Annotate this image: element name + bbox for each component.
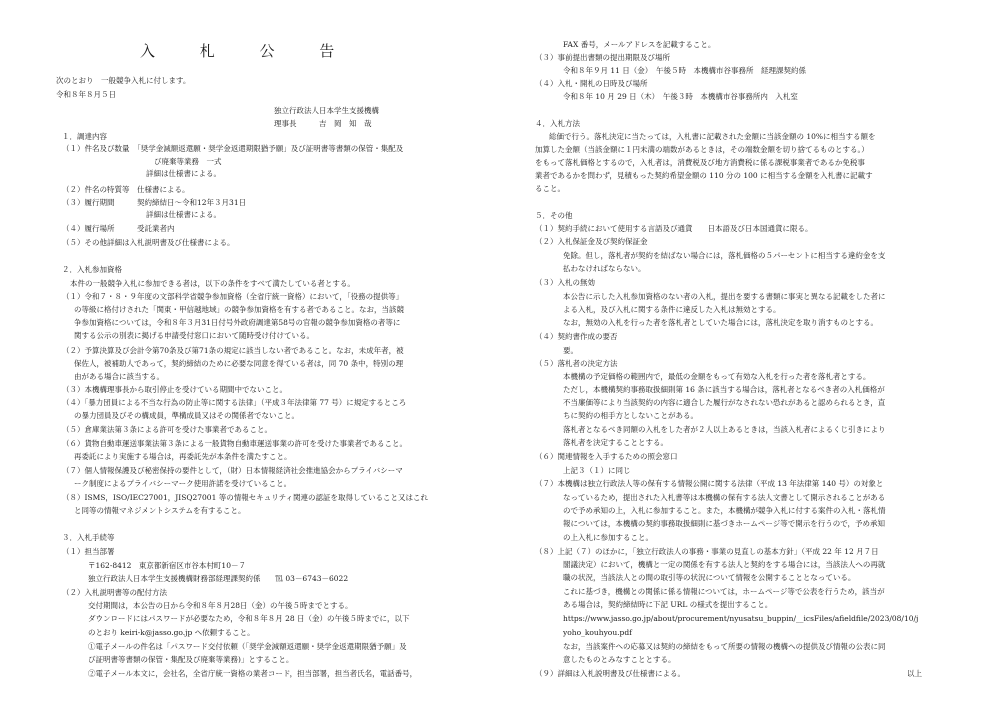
text-line-s2-2b: 保佐人，被補助人であって，契約締結のために必要な同意を得ている者は，同 70 条中，特別の理: [74, 359, 404, 368]
text-line-r-21: （４）契約書作成の要否: [535, 332, 618, 341]
text-line-s3-1: （１）担当部署: [62, 547, 115, 556]
text-line-s2-3: （３）本機構理事長から取引停止を受けている期間中でないこと。: [62, 385, 287, 394]
text-line-r-28: 落札者となるべき同額の入札をした者が２人以上あるときは，当該入札者によるくじ引きにより: [563, 425, 886, 434]
text-line-s3-h: ３．入札手続等: [62, 533, 115, 542]
text-line-s3-2a: 交付期間は，本公告の日から令和８年８月28日（金）の午後５時までとする。: [88, 601, 353, 610]
text-line-r-03: 令和８年９月 11 日（金） 午後５時 本機構市谷事務所 経理課契約係: [563, 66, 807, 75]
text-line-s1-1a: （１）件名及び数量 「奨学金減額返還願・奨学金返還期限猶予願」及び証明書等書類の保管・集配及: [62, 144, 404, 153]
text-line-r-16: 払わなければならない。: [563, 264, 646, 273]
text-line-r-19: よる入札，及び入札に関する条件に違反した入札は無効とする。: [563, 305, 781, 314]
text-line-r-40: これに基づき，機構との関係に係る情報については，ホームページ等で公表を行うため，該当が: [563, 587, 885, 596]
text-line-r-27: ちに契約の相手方としないことがある。: [563, 411, 698, 420]
text-line-s1-2: （２）件名の特質等 仕様書による。: [62, 185, 190, 194]
text-line-r-45: 意したものとみなすこととする。: [563, 655, 676, 664]
text-line-s1-3a: （３）履行期間 契約締結日～令和12年３月31日: [62, 198, 247, 207]
text-line-s2-8a: （８）ISMS，ISO/IEC27001，JISQ27001 等の情報セキュリティ関連の認証を取得していること又はこれ: [62, 493, 428, 502]
text-line-r-07: 総価で行う。落札決定に当たっては，入札書に記載された金額に当該金額の 10%に相当する額を: [549, 132, 876, 141]
text-line-s2-7b: ーク制度によるプライバシーマーク使用許諾を受けていること。: [74, 479, 292, 488]
text-line-s1-4: （４）履行場所 受託業者内: [62, 224, 175, 233]
text-line-intro-date: 令和８年８月５日: [56, 90, 116, 99]
text-line-r-29: 落札者を決定することとする。: [563, 438, 668, 447]
text-line-r-32: （７）本機構は独立行政法人等の保有する情報公開に関する法律（平成 13 年法律第 140 号）の対象と: [535, 479, 884, 488]
text-line-r-44: なお，当該案件への応募又は契約の締結をもって所要の情報の機構への提供及び情報の公表に同: [563, 642, 886, 651]
text-line-s2-0: 本件の一般競争入札に参加できる者は，以下の条件をすべて満たしている者とする。: [70, 279, 355, 288]
text-line-s3-2d: ①電子メールの件名は「パスワード交付依頼（「奨学金減額返還願・奨学金返還期限猶予願」及: [88, 642, 407, 651]
text-line-r-47: 以上: [907, 669, 922, 678]
text-line-s2-1d: 関する公示の別表に掲げる申請受付窓口において随時受け付けている。: [74, 331, 314, 340]
text-line-s2-1a: （１）令和７・８・９年度の文部科学省競争参加資格（全省庁統一資格）において，「役務の提供等」: [62, 292, 404, 301]
text-line-r-08: 加算した金額（当該金額に１円未満の端数があるときは，その端数金額を切り捨てるものとする。）: [535, 145, 869, 154]
text-line-r-23: （５）落札者の決定方法: [535, 359, 618, 368]
text-line-r-22: 要。: [563, 346, 578, 355]
text-line-s3-1a: 〒162-8412 東京都新宿区市谷本村町10－７: [88, 561, 246, 570]
jasso-url-link[interactable]: https://www.jasso.go.jp/about/procurement/nyusatsu_buppin/__icsFiles/afieldfile/2023/08/10/j: [563, 614, 919, 623]
text-line-r-38: 閣議決定）において，機構と一定の関係を有する法人と契約をする場合には，当該法人への再就: [563, 560, 886, 569]
text-line-s2-6a: （６）貨物自動車運送事業法第３条による一般貨物自動車運送事業の許可を受けた事業者であること。: [62, 439, 407, 448]
text-line-r-02: （３）事前提出書類の提出期限及び場所: [535, 53, 670, 62]
text-line-intro-1: 次のとおり 一般競争入札に付します。: [56, 76, 191, 85]
text-line-r-04: （４）入札・開札の日時及び場所: [535, 79, 648, 88]
text-line-s2-5: （５）倉庫業法第３条による許可を受けた事業者であること。: [62, 425, 272, 434]
text-line-r-13: （１）契約手続において使用する言語及び通貨 日本語及び日本国通貨に限る。: [535, 224, 813, 233]
text-line-r-36: の上入札に参加すること。: [563, 533, 653, 542]
text-line-s1-3b: 詳細は仕様書による。: [146, 210, 221, 219]
text-line-r-26: 不当廉価等により当該契約の内容に適合した履行がなされない恐れがあると認められるとき，直: [563, 398, 886, 407]
text-line-r-33: なっているため，提出された入札書等は本機構の保有する法人文書として開示されることがある: [563, 493, 886, 502]
text-line-s2-8b: と同等の情報マネジメントシステムを有すること。: [74, 506, 246, 515]
text-line-r-34: ので予め承知の上，入札に参加すること。また，本機構が競争入札に付する案件の入札・落札情: [563, 506, 886, 515]
text-line-s3-2: （２）入札説明書等の配付方法: [62, 588, 167, 597]
text-line-s2-6b: 再委託により実施する場合は，再委託先が本条件を満たすこと。: [74, 452, 292, 461]
text-line-r-20: なお，無効の入札を行った者を落札者としていた場合には，落札決定を取り消すものとする。: [563, 318, 878, 327]
text-line-s3-2f: ②電子メール本文に，会社名，全省庁統一資格の業者コード，担当部署，担当者氏名，電話番号，: [88, 669, 418, 678]
text-line-r-09: をもって落札価格とするので，入札者は，消費税及び地方消費税に係る課税事業者であるか免税事: [535, 158, 865, 167]
text-line-r-46: （９）詳細は入札説明書及び仕様書による。: [535, 669, 685, 678]
text-line-s1-5: （５）その他詳細は入札説明書及び仕様書による。: [62, 238, 235, 247]
text-line-r-05: 令和８年 10 月 29 日（木） 午後３時 本機構市谷事務所内 入札室: [563, 92, 798, 101]
text-line-s1-1c: 詳細は仕様書による。: [146, 169, 221, 178]
text-line-r-14: （２）入札保証金及び契約保証金: [535, 237, 648, 246]
text-line-s2-1c: 争参加資格については，令和８年３月31日付号外政府調達第58号の官報の競争参加資格の者等に: [74, 318, 401, 327]
text-line-r-12: ５．その他: [535, 211, 573, 220]
text-line-s3-2c: のとおり keiri-k@jasso.go.jp へ依頼すること。: [88, 628, 255, 637]
text-line-s2-1b: の等級に格付けされた「関東・甲信越地域」の競争参加資格を有する者であること。なお，当該競: [74, 305, 404, 314]
text-line-r-01: FAX 番号，メールアドレスを記載すること。: [563, 40, 716, 49]
text-line-s2-2c: 由がある場合に該当する。: [74, 372, 164, 381]
text-line-s2-h: ２．入札参加資格: [62, 265, 122, 274]
text-line-r-30: （６）関連情報を入手するための照会窓口: [535, 452, 678, 461]
text-line-r-25: ただし，本機構契約事務取扱細則第 16 条に該当する場合は，落札者となるべき者の入札価格が: [563, 385, 885, 394]
text-line-s1-1b: び廃棄等業務 一式: [154, 157, 222, 166]
text-line-s1-h: １．調達内容: [62, 132, 107, 141]
text-line-org-rep: 理事長 吉 岡 知 哉: [274, 119, 372, 128]
page-title: 入 札 公 告: [140, 42, 355, 60]
text-line-s2-2a: （２）予算決算及び会計令第70条及び第71条の規定に該当しない者であること。なお，未成年者，被: [62, 346, 404, 355]
text-line-r-10: 業者であるかを問わず，見積もった契約希望金額の 110 分の 100 に相当する金額を入札書に記載す: [535, 171, 873, 180]
text-line-r-18: 本公告に示した入札参加資格のない者の入札，提出を要する書類に事実と異なる記載をした者に: [563, 292, 886, 301]
text-line-r-39: 職の状況，当該法人との間の取引等の状況について情報を公開することとなっている。: [563, 573, 856, 582]
text-line-r-11: ること。: [535, 184, 565, 193]
text-line-r-15: 免除。但し，落札者が契約を結ばない場合には，落札価格の５パーセントに相当する違約金を支: [563, 251, 886, 260]
jasso-url-link[interactable]: yoho_kouhyou.pdf: [563, 628, 632, 637]
text-line-s3-2b: ダウンロードにはパスワードが必要なため，令和８年８月 28 日（金）の午後５時までに，以下: [88, 614, 410, 623]
text-line-s3-1b: 独立行政法人日本学生支援機構財務部経理課契約係 ℡ 03－6743－6022: [88, 574, 349, 583]
text-line-r-41: ある場合は，契約締結時に下記 URL の様式を提出すること。: [563, 600, 773, 609]
text-line-s3-2e: び証明書等書類の保管・集配及び廃棄等業務)」とすること。: [88, 655, 294, 664]
text-line-r-17: （３）入札の無効: [535, 278, 595, 287]
text-line-org-name: 独立行政法人日本学生支援機構: [274, 106, 379, 115]
text-line-r-06: ４．入札方法: [535, 119, 580, 128]
text-line-r-35: 報については，本機構の契約事務取扱細則に基づきホームページ等で開示を行うので，予め承知: [563, 519, 886, 528]
text-line-r-31: 上記３（１）に同じ: [563, 466, 631, 475]
text-line-s2-4b: の暴力団員及びその構成員，準構成員又はその関係者でないこと。: [74, 411, 299, 420]
text-line-r-24: 本機構の予定価格の範囲内で，最低の金額をもって有効な入札を行った者を落札者とする。: [563, 372, 871, 381]
text-line-s2-4a: （４）「暴力団員による不当な行為の防止等に関する法律」（平成３年法律第 77 号）に規定するところ: [62, 398, 407, 407]
text-line-r-37: （８）上記（７）のほかに，「独立行政法人の事務・事業の見直しの基本方針」（平成 22 年 12 月７日: [535, 547, 879, 556]
text-line-s2-7a: （７）個人情報保護及び秘密保持の要件として，（財）日本情報経済社会推進協会からプライバシーマ: [62, 466, 403, 475]
